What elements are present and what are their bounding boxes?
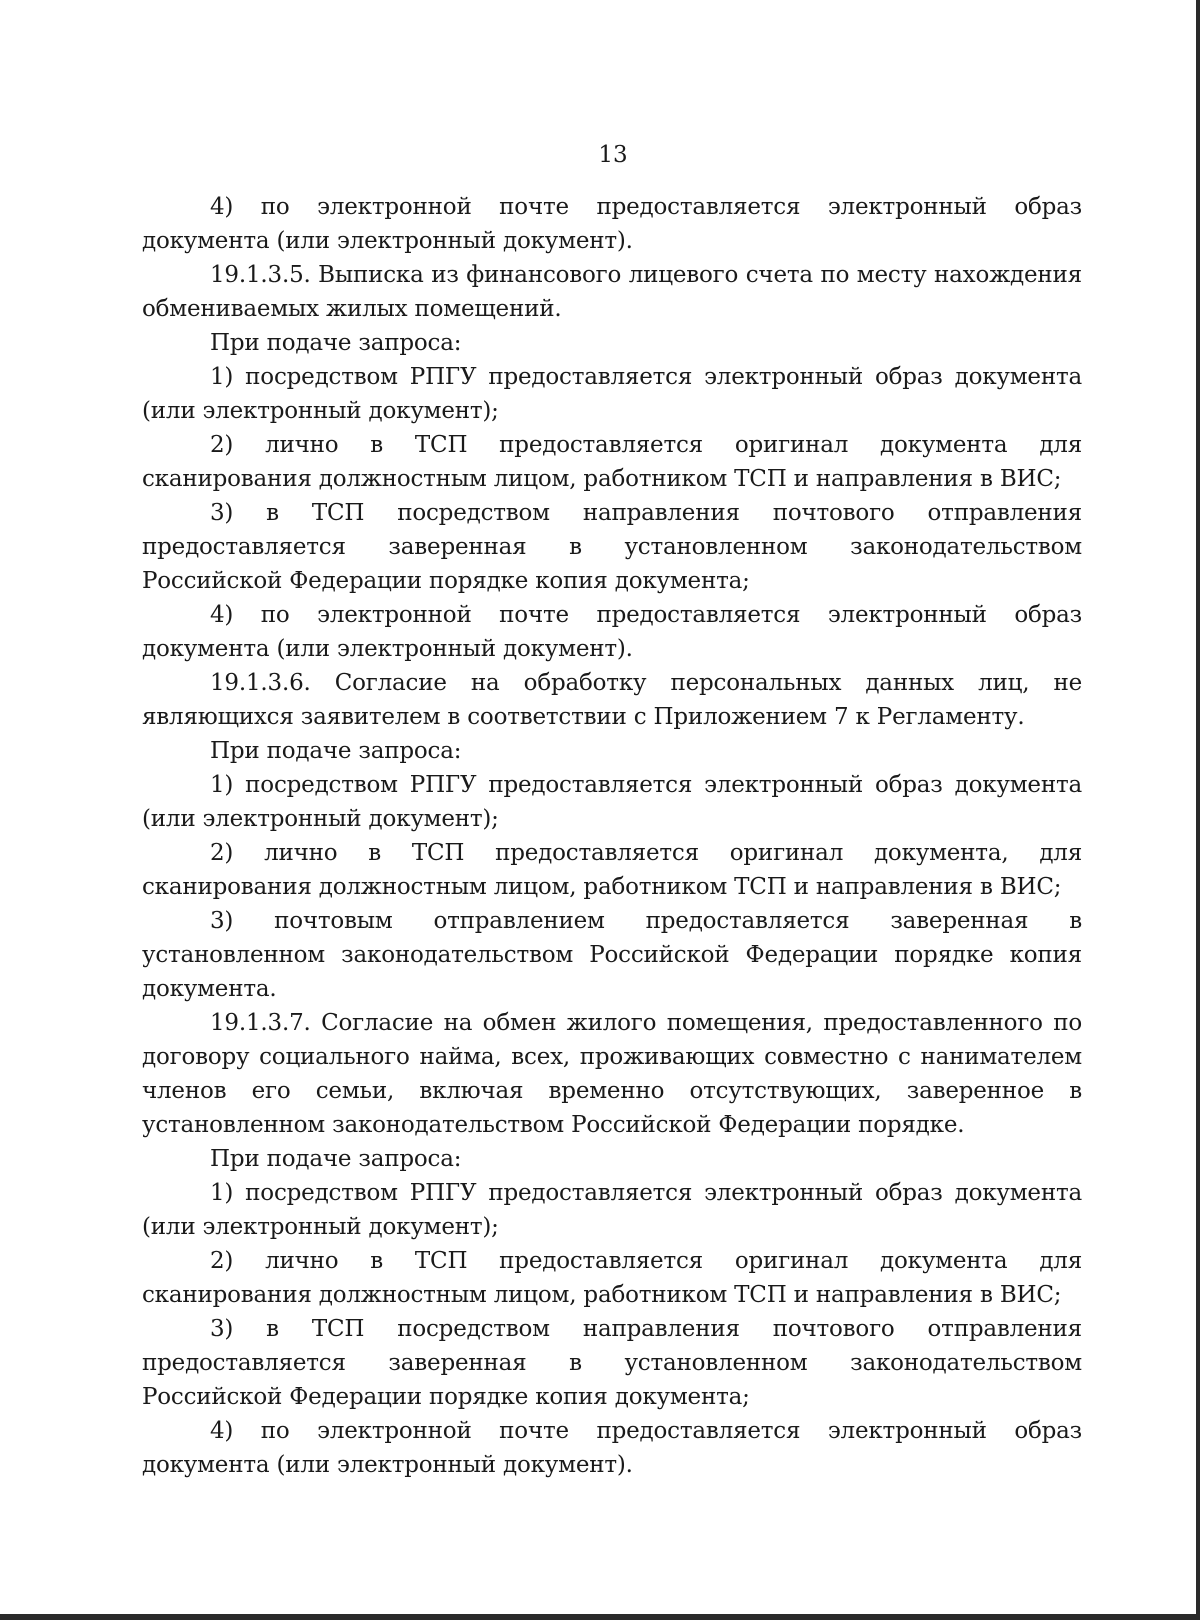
paragraph: 4) по электронной почте предоставляется электронный образ документа (или электронный документ).	[142, 602, 1082, 662]
paragraph: 19.1.3.6. Согласие на обработку персональных данных лиц, не являющихся заявителем в соответствии с Приложением 7 к Регламенту.	[142, 670, 1082, 730]
scan-edge-right	[1196, 0, 1200, 1620]
paragraph: 1) посредством РПГУ предоставляется электронный образ документа (или электронный документ);	[142, 364, 1082, 424]
paragraph: 3) в ТСП посредством направления почтового отправления предоставляется заверенная в установленном законодательством Российской Федерации порядке копия документа;	[142, 1316, 1082, 1410]
paragraph: 19.1.3.7. Согласие на обмен жилого помещения, предоставленного по договору социального найма, всех, проживающих совместно с нанимателем членов его семьи, включая временно отсутствующих, заверенное в установленном законодательством Российской Федерации порядке.	[142, 1010, 1082, 1138]
paragraph: 2) лично в ТСП предоставляется оригинал документа для сканирования должностным лицом, работником ТСП и направления в ВИС;	[142, 432, 1082, 492]
paragraph: 2) лично в ТСП предоставляется оригинал документа, для сканирования должностным лицом, работником ТСП и направления в ВИС;	[142, 840, 1082, 900]
paragraph: 3) почтовым отправлением предоставляется заверенная в установленном законодательством Российской Федерации порядке копия документа.	[142, 908, 1082, 1002]
paragraph: 1) посредством РПГУ предоставляется электронный образ документа (или электронный документ);	[142, 1180, 1082, 1240]
paragraph: 19.1.3.5. Выписка из финансового лицевого счета по месту нахождения обмениваемых жилых помещений.	[142, 262, 1082, 322]
paragraph: При подаче запроса:	[210, 1146, 462, 1172]
paragraph: При подаче запроса:	[210, 738, 462, 764]
paragraph: При подаче запроса:	[210, 330, 462, 356]
paragraph: 1) посредством РПГУ предоставляется электронный образ документа (или электронный документ);	[142, 772, 1082, 832]
page-number: 13	[598, 142, 628, 168]
paragraph: 4) по электронной почте предоставляется электронный образ документа (или электронный документ).	[142, 194, 1082, 254]
paragraph: 2) лично в ТСП предоставляется оригинал документа для сканирования должностным лицом, работником ТСП и направления в ВИС;	[142, 1248, 1082, 1308]
document-body	[142, 190, 1082, 1482]
paragraph: 3) в ТСП посредством направления почтового отправления предоставляется заверенная в установленном законодательством Российской Федерации порядке копия документа;	[142, 500, 1082, 594]
scan-edge-bottom	[0, 1614, 1200, 1620]
paragraph: 4) по электронной почте предоставляется электронный образ документа (или электронный документ).	[142, 1418, 1082, 1478]
